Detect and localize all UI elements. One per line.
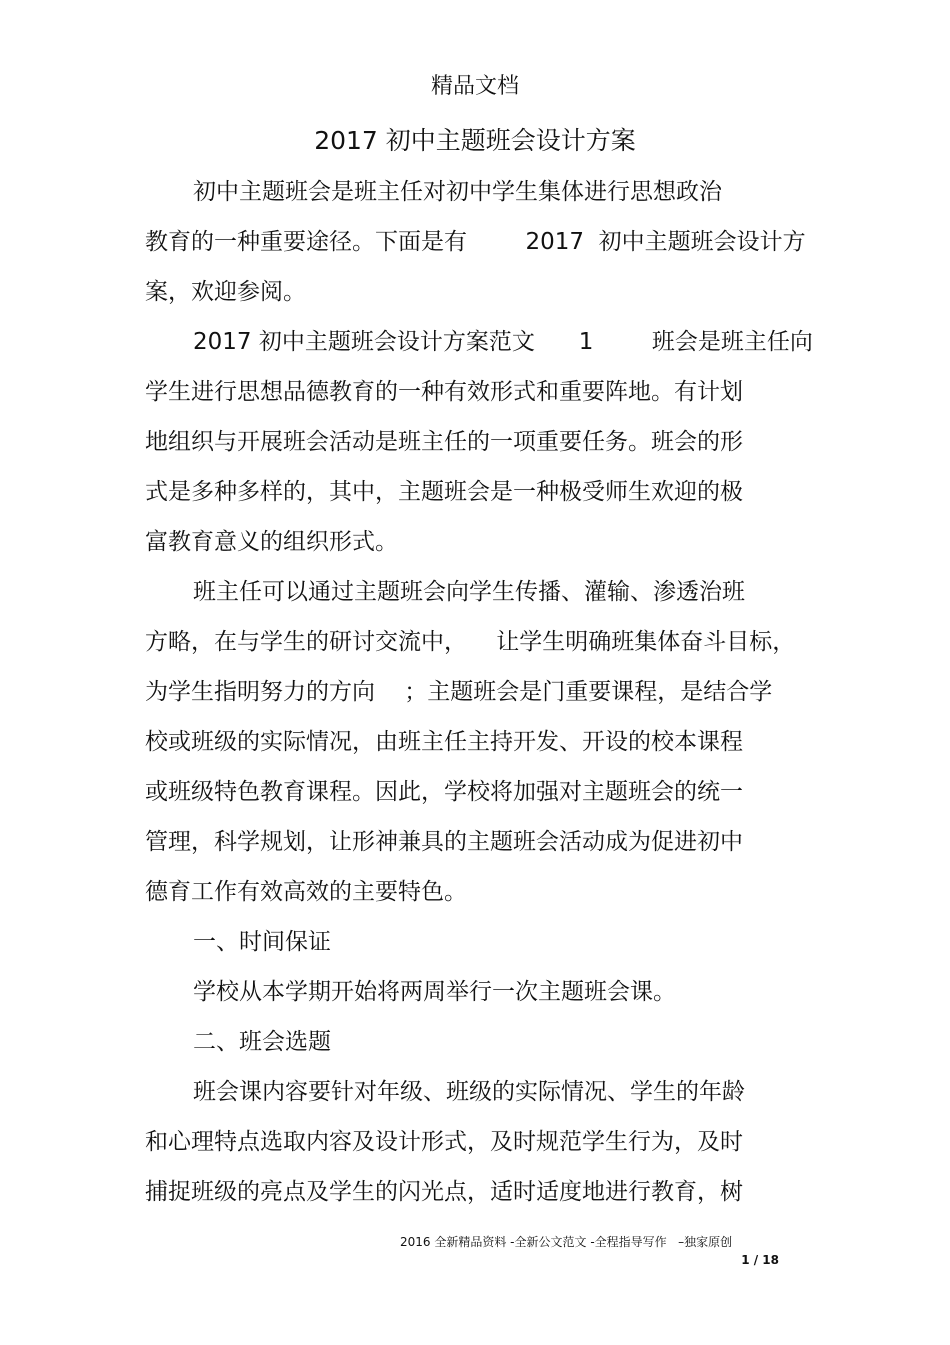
paragraph-line: 班主任可以通过主题班会向学生传播、灌输、渗透治班 [193, 579, 745, 605]
page-footer: 2016 全新精品资料 -全新公文范文 -全程指导写作 –独家原创 [400, 1235, 733, 1249]
paragraph-line: 和心理特点选取内容及设计形式，及时规范学生行为，及时 [145, 1129, 743, 1155]
paragraph-line: 捕捉班级的亮点及学生的闪光点，适时适度地进行教育，树 [145, 1179, 743, 1205]
paragraph-line: 式是多种多样的，其中，主题班会是一种极受师生欢迎的极 [145, 479, 743, 505]
paragraph-line: 为学生指明努力的方向 ；主题班会是门重要课程，是结合学 [145, 679, 773, 705]
paragraph-line: 学生进行思想品德教育的一种有效形式和重要阵地。有计划 [145, 379, 743, 405]
paragraph-line: 2017 初中主题班会设计方案范文 1 班会是班主任向 [193, 329, 813, 355]
paragraph-line: 校或班级的实际情况，由班主任主持开发、开设的校本课程 [145, 729, 743, 755]
paragraph-line: 学校从本学期开始将两周举行一次主题班会课。 [193, 979, 676, 1005]
section-heading: 一、时间保证 [193, 929, 331, 955]
document-title: 2017 初中主题班会设计方案 [314, 126, 636, 155]
paragraph-line: 方略，在与学生的研讨交流中， 让学生明确班集体奋斗目标， [145, 629, 796, 655]
paragraph-line: 教育的一种重要途径。下面是有 2017 初中主题班会设计方 [145, 229, 806, 255]
paragraph-line: 地组织与开展班会活动是班主任的一项重要任务。班会的形 [145, 429, 743, 455]
paragraph-line: 管理，科学规划，让形神兼具的主题班会活动成为促进初中 [145, 829, 743, 855]
page-number: 1 / 18 [741, 1253, 779, 1267]
paragraph-line: 班会课内容要针对年级、班级的实际情况、学生的年龄 [193, 1079, 745, 1105]
page-header: 精品文档 [430, 74, 519, 99]
paragraph-line: 或班级特色教育课程。因此，学校将加强对主题班会的统一 [145, 779, 743, 805]
paragraph-line: 初中主题班会是班主任对初中学生集体进行思想政治 [193, 179, 722, 205]
paragraph-line: 案，欢迎参阅。 [145, 279, 306, 305]
section-heading: 二、班会选题 [193, 1029, 331, 1055]
paragraph-line: 富教育意义的组织形式。 [145, 529, 398, 555]
paragraph-line: 德育工作有效高效的主要特色。 [145, 879, 467, 905]
